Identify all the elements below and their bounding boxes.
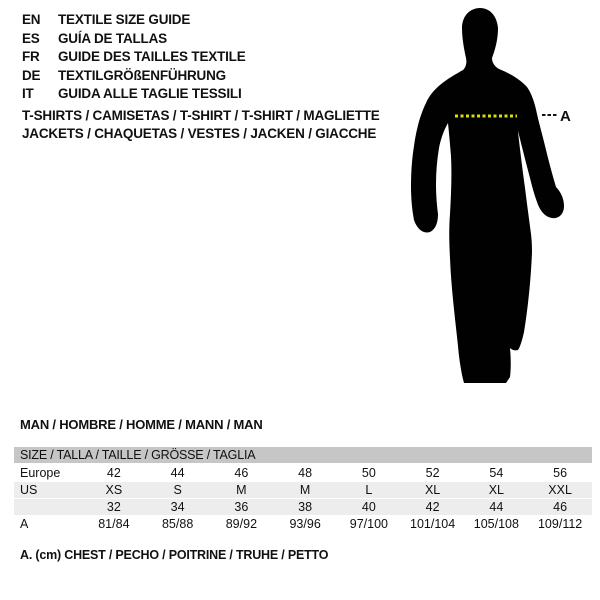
size-cell: 89/92 — [210, 515, 274, 532]
size-cell: 46 — [528, 498, 592, 515]
size-cell: 101/104 — [401, 515, 465, 532]
language-code: ES — [22, 30, 40, 46]
size-table — [14, 447, 592, 533]
size-cell: 52 — [401, 464, 465, 481]
size-cell: 38 — [273, 498, 337, 515]
size-cell: 85/88 — [146, 515, 210, 532]
size-cell: XXL — [528, 481, 592, 498]
size-cell: 97/100 — [337, 515, 401, 532]
language-row — [22, 67, 246, 86]
row-label — [14, 498, 82, 515]
size-cell: 40 — [337, 498, 401, 515]
size-cell: 36 — [210, 498, 274, 515]
size-cell: 34 — [146, 498, 210, 515]
size-cell: XL — [465, 481, 529, 498]
language-title: TEXTILGRÖßENFÜHRUNG — [58, 67, 226, 83]
row-label: US — [14, 481, 82, 498]
size-table-container — [14, 447, 592, 533]
man-silhouette-figure — [403, 4, 578, 389]
size-cell: 48 — [273, 464, 337, 481]
language-row — [22, 48, 246, 67]
size-table-header-row — [14, 447, 592, 464]
size-cell: S — [146, 481, 210, 498]
size-table-row-chest — [14, 515, 592, 532]
language-row — [22, 85, 246, 104]
row-label: A — [14, 515, 82, 532]
size-cell: M — [273, 481, 337, 498]
man-silhouette — [411, 8, 564, 383]
chest-measure-footnote: A. (cm) CHEST / PECHO / POITRINE / TRUHE / PETTO — [20, 548, 329, 562]
row-label: Europe — [14, 464, 82, 481]
size-cell: 81/84 — [82, 515, 146, 532]
language-list — [22, 11, 246, 104]
section-title-man: MAN / HOMBRE / HOMME / MANN / MAN — [20, 417, 263, 432]
size-cell: 56 — [528, 464, 592, 481]
size-table-row-numeric — [14, 498, 592, 515]
size-cell: 42 — [82, 464, 146, 481]
language-row — [22, 11, 246, 30]
measure-label-a: A — [560, 108, 571, 125]
category-line-jackets: JACKETS / CHAQUETAS / VESTES / JACKEN / GIACCHE — [22, 126, 377, 141]
language-code: FR — [22, 49, 40, 64]
language-code: EN — [22, 12, 41, 27]
garment-categories — [22, 107, 380, 143]
size-cell: L — [337, 481, 401, 498]
language-title: TEXTILE SIZE GUIDE — [58, 12, 191, 27]
size-cell: 42 — [401, 498, 465, 515]
language-row — [22, 30, 246, 49]
size-cell: 32 — [82, 498, 146, 515]
size-cell: 105/108 — [465, 515, 529, 532]
size-cell: 44 — [465, 498, 529, 515]
size-table-header: SIZE / TALLA / TAILLE / GRÖSSE / TAGLIA — [14, 447, 592, 464]
size-table-row-europe — [14, 464, 592, 481]
size-cell: XS — [82, 481, 146, 498]
language-title: GUIDA ALLE TAGLIE TESSILI — [58, 86, 242, 101]
size-cell: M — [210, 481, 274, 498]
language-code: IT — [22, 86, 34, 101]
size-cell: 54 — [465, 464, 529, 481]
category-line-tshirts: T-SHIRTS / CAMISETAS / T-SHIRT / T-SHIRT / MAGLIETTE — [22, 108, 380, 123]
size-table-row-us — [14, 481, 592, 498]
language-title: GUIDE DES TAILLES TEXTILE — [58, 49, 246, 64]
size-cell: 50 — [337, 464, 401, 481]
size-cell: 109/112 — [528, 515, 592, 532]
size-cell: XL — [401, 481, 465, 498]
language-code: DE — [22, 67, 41, 83]
language-title: GUÍA DE TALLAS — [58, 30, 167, 46]
size-cell: 44 — [146, 464, 210, 481]
size-cell: 93/96 — [273, 515, 337, 532]
size-cell: 46 — [210, 464, 274, 481]
